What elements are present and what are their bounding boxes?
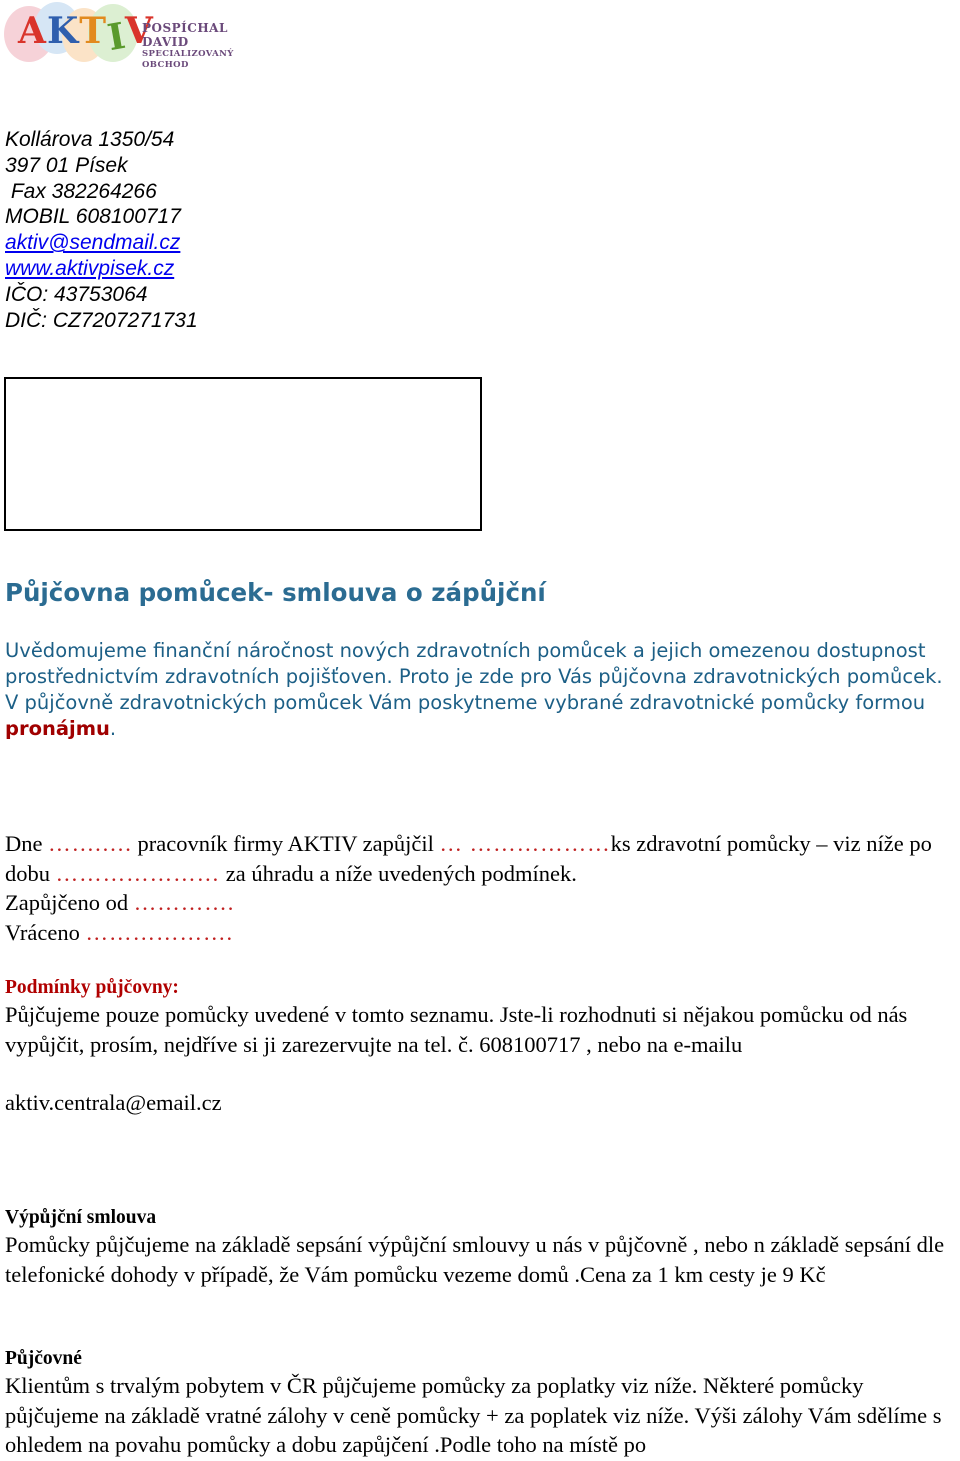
website-link[interactable]: www.aktivpisek.cz xyxy=(5,256,175,280)
fees-text: Klientům s trvalým pobytem v ČR půjčujeme pomůcky za poplatky viz níže. Některé pomůcky půjčujeme na základě vratné zálohy v ceně pomůcky + za poplatek viz níže. Výši zálohy Vám sdělíme s ohledem na povahu pomůcky a dobu zapůjčení .Podle toho na místě po xyxy=(5,1373,942,1457)
intro-end: . xyxy=(109,717,117,740)
logo-letter: V xyxy=(124,10,154,52)
loan-form xyxy=(5,829,960,947)
email-link[interactable]: aktiv@sendmail.cz xyxy=(5,231,181,255)
address-block xyxy=(5,127,198,333)
address-ico: IČO: 43753064 xyxy=(5,282,148,306)
address-dic: DIČ: CZ7207271731 xyxy=(5,308,198,332)
form-dne-label: Dne xyxy=(5,831,49,856)
form-text-3: za úhradu a níže uvedených podmínek. xyxy=(220,860,577,886)
conditions-title: Podmínky půjčovny: xyxy=(5,977,179,998)
form-text-2: ks zdravotní pomůcky – viz níže po dobu xyxy=(5,831,932,886)
form-date-field: …….…. xyxy=(48,831,132,856)
form-line-returned xyxy=(5,918,960,948)
logo-company-name: POSPÍCHAL DAVID xyxy=(142,21,228,49)
intro-text: Uvědomujeme finanční náročnost nových zdravotních pomůcek a jejich omezenou dostupnost prostřednictvím zdravotních pojišťoven. Proto je zde pro Vás půjčovna zdravotnických pomůcek. V půjčovně zdravotnických pomůcek Vám poskytneme vybrané zdravotnické pomůcky formou xyxy=(5,639,943,714)
logo-text xyxy=(142,21,264,71)
conditions-text: Půjčujeme pouze pomůcky uvedené v tomto seznamu. Jste-li rozhodnuti si nějakou pomůcku od nás vypůjčit, prosím, nejdříve si ji zarezervujte na tel. č. 608100717 , nebo na e-mailu xyxy=(5,1002,908,1057)
company-logo xyxy=(4,2,264,70)
address-mobile: MOBIL 608100717 xyxy=(5,205,181,229)
form-quantity-field: … ……………… xyxy=(439,831,611,856)
logo-letter: I xyxy=(104,14,130,60)
form-returned-field: ………………. xyxy=(85,919,234,945)
form-text-1: pracovník firmy AKTIV zapůjčil xyxy=(131,831,440,856)
conditions-email: aktiv.centrala@email.cz xyxy=(5,1090,222,1115)
form-line-borrowed xyxy=(5,888,960,918)
loan-contract-title: Výpůjční smlouva xyxy=(5,1207,157,1228)
fees-title: Půjčovné xyxy=(5,1348,82,1369)
intro-bold-word: pronájmu xyxy=(5,717,110,740)
logo-letter: A xyxy=(18,10,47,52)
form-duration-field: ………………… xyxy=(55,860,221,886)
empty-frame xyxy=(4,377,482,531)
logo-tagline: SPECIALIZOVANÝ OBCHOD xyxy=(142,49,234,70)
loan-contract-text: Pomůcky půjčujeme na základě sepsání výpůjční smlouvy u nás v půjčovně , nebo n základě sepsání dle telefonické dohody v případě, že Vám pomůcku vezeme domů .Cena za 1 km cesty je 9 Kč xyxy=(5,1232,945,1287)
logo-letter: K xyxy=(46,10,80,52)
address-city: 397 01 Písek xyxy=(5,153,128,177)
form-returned-label: Vráceno xyxy=(5,919,86,945)
form-borrowed-label: Zapůjčeno od xyxy=(5,890,134,915)
page-title: Půjčovna pomůcek- smlouva o zápůjční xyxy=(5,578,546,607)
address-fax: Fax 382264266 xyxy=(5,179,157,203)
form-borrowed-field: …………. xyxy=(133,890,235,915)
logo-letters xyxy=(18,10,154,60)
intro-paragraph xyxy=(5,638,960,742)
address-street: Kollárova 1350/54 xyxy=(5,128,175,151)
form-line-main xyxy=(5,829,960,888)
logo-letter: T xyxy=(79,10,108,52)
